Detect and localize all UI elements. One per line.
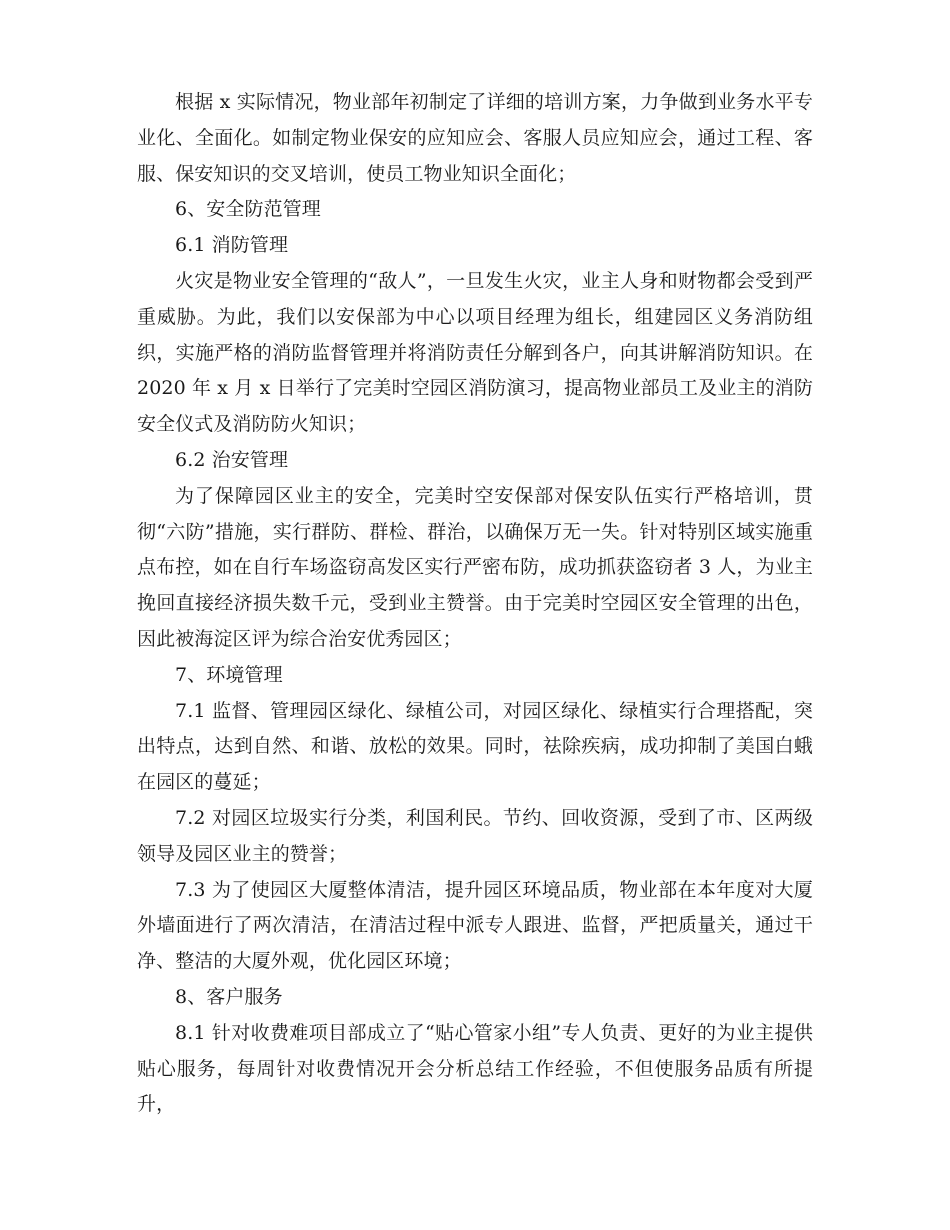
paragraph-fire-management: 火灾是物业安全管理的“敌人”，一旦发生火灾，业主人身和财物都会受到严重威胁。为此，我们以安保部为中心以项目经理为组长，组建园区义务消防组织，实施严格的消防监督管理并将消防责任分解到各户，向其讲解消防知识。在 2020 年 x 月 x 日举行了完美时空园区消防演习，提高物业部员工及业主的消防安全仪式及消防防火知识； [137, 269, 813, 436]
subsection-heading-public-security: 6.2 治安管理 [175, 448, 289, 471]
paragraph-training: 根据 x 实际情况，物业部年初制定了详细的培训方案，力争做到业务水平专业化、全面化。如制定物业保安的应知应会、客服人员应知应会，通过工程、客服、保安知识的交叉培训，使员工物业知识全面化； [137, 91, 813, 185]
paragraph-greening: 7.1 监督、管理园区绿化、绿植公司，对园区绿化、绿植实行合理搭配，突出特点，达到自然、和谐、放松的效果。同时，祛除疾病，成功抑制了美国白蛾在园区的蔓延； [137, 699, 813, 794]
section-heading-customer-service: 8、客户服务 [175, 985, 283, 1008]
section-heading-security: 6、安全防范管理 [175, 198, 321, 221]
paragraph-facade-cleaning: 7.3 为了使园区大厦整体清洁，提升园区环境品质，物业部在本年度对大厦外墙面进行了两次清洁，在清洁过程中派专人跟进、监督，严把质量关，通过干净、整洁的大厦外观，优化园区环境； [137, 878, 813, 973]
paragraph-public-security: 为了保障园区业主的安全，完美时空安保部对保安队伍实行严格培训，贯彻“六防”措施，实行群防、群检、群治，以确保万无一失。针对特别区域实施重点布控，如在自行车场盗窃高发区实行严密布防，成功抓获盗窃者 3 人，为业主挽回直接经济损失数千元，受到业主赞誉。由于完美时空园区安全管理的出色，因此被海淀区评为综合治安优秀园区； [137, 484, 813, 650]
document-body [137, 85, 813, 1123]
subsection-heading-fire: 6.1 消防管理 [175, 234, 289, 257]
paragraph-waste-sorting: 7.2 对园区垃圾实行分类，利国利民。节约、回收资源，受到了市、区两级领导及园区业主的赞誉； [137, 806, 813, 865]
section-heading-environment: 7、环境管理 [175, 663, 283, 686]
paragraph-service-team: 8.1 针对收费难项目部成立了“贴心管家小组”专人负责、更好的为业主提供贴心服务，每周针对收费情况开会分析总结工作经验，不但使服务品质有所提升， [137, 1021, 813, 1116]
